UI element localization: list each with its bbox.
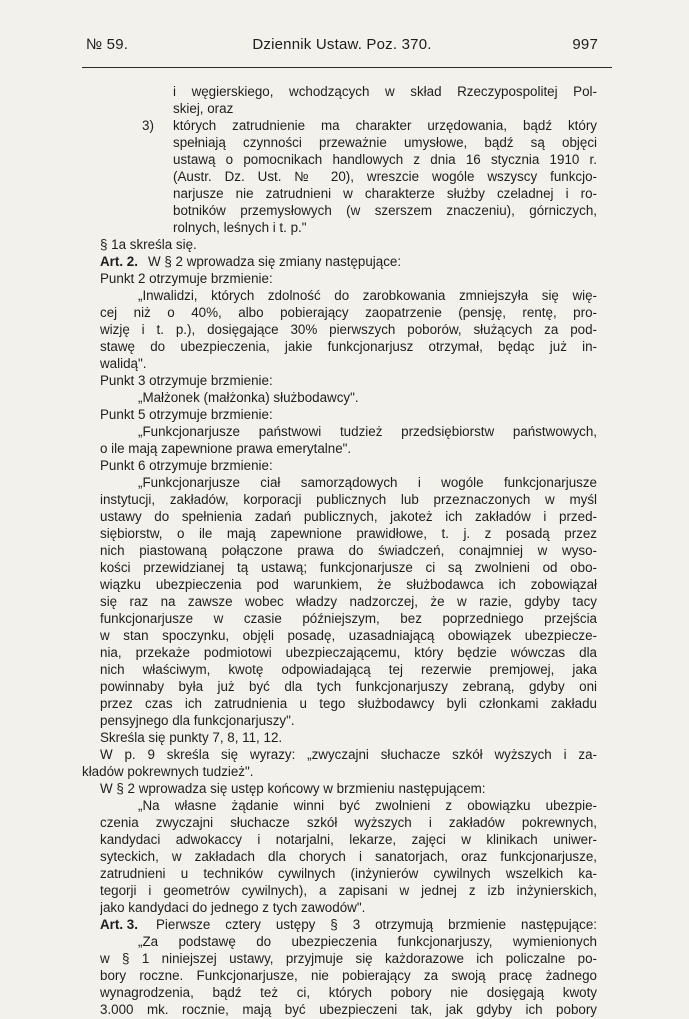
text-line: bory roczne. Funkcjonarjusze, nie pobierający za swoją pracę żadnego xyxy=(100,968,597,983)
text-line: funkcjonarjusze w czasie późniejszym, bez poprzedniego przejścia xyxy=(100,611,597,626)
text-line: powinnaby była już być dla tych funkcjonarjuszy zebraną, gdyby oni xyxy=(100,679,597,694)
text-line: których zatrudnienie ma charakter urzędowania, bądź który xyxy=(173,118,597,133)
text-line: walidą". xyxy=(100,356,147,371)
text-line: nich piastowaną połączone prawa do świadczeń, conajmniej w wyso- xyxy=(100,543,597,558)
issue-number: № 59. xyxy=(86,36,129,53)
text-line: Punkt 6 otrzymuje brzmienie: xyxy=(100,458,273,473)
text-line: „Funkcjonarjusze państwowi tudzież przedsiębiorstw państwowych, xyxy=(138,424,597,439)
text-line: „Małżonek (małżonka) służbodawcy". xyxy=(138,390,359,405)
text-line: nich właściwym, kwotę odpowiadającą tej rezerwie premjowej, jaka xyxy=(100,662,597,677)
text-line: spełniają czynności przeważnie umysłowe, bądź są objęci xyxy=(173,135,597,150)
text-line: Skreśla się punkty 7, 8, 11, 12. xyxy=(100,730,283,745)
text-line: ustawy do spełnienia zadań publicznych, jakoteż ich zakładów i przed- xyxy=(100,509,597,524)
text-line: tegorji i geometrów cywilnych), a zapisani w jednej z izb inżynierskich, xyxy=(100,883,597,898)
text-line: Punkt 2 otrzymuje brzmienie: xyxy=(100,271,273,286)
text-line: przez czas ich zatrudnienia u tego służbodawcy byli członkami zakładu xyxy=(100,696,597,711)
text-line: wizję i t. p.), dosięgające 30% pierwszych poborów, służących za pod- xyxy=(100,322,597,337)
text-line: Punkt 5 otrzymuje brzmienie: xyxy=(100,407,273,422)
text-line: W p. 9 skreśla się wyrazy: „zwyczajni słuchacze szkół wyższych i za- xyxy=(100,747,597,762)
text-line: wiązku ubezpieczenia pod warunkiem, że służbodawca ich zobowiązał xyxy=(100,577,597,592)
text-line: kładów pokrewnych tudzież". xyxy=(82,764,254,779)
text-line: 3.000 mk. rocznie, mają być ubezpieczeni tak, jak gdyby ich pobory xyxy=(100,1002,597,1017)
text-line: o ile mają zapewnione prawa emerytalne". xyxy=(100,441,352,456)
text-line: syteckich, w zakładach dla chorych i sanatorjach, oraz funkcjonarjusze, xyxy=(100,849,597,864)
text-line: „Za podstawę do ubezpieczenia funkcjonarjuszy, wymienionych xyxy=(138,934,597,949)
text-line: kości przewidzianej tą ustawą; funkcjonarjusze ci są zwolnieni od obo- xyxy=(100,560,597,575)
text-line: w stan spoczynku, objęli posadę, uzasadniającą obowiązek ubezpiecze- xyxy=(100,628,597,643)
text-line: kandydaci adwokaccy i notarjalni, lekarze, zajęci w klinikach uniwer- xyxy=(100,832,597,847)
text-line: rolnych, leśnych i t. p." xyxy=(173,220,307,235)
header-rule xyxy=(82,67,612,68)
text-line: zatrudnieni u techników cywilnych (inżynierów cywilnych wszelkich ka- xyxy=(100,866,597,881)
text-line: jako kandydaci do jednego z tych zawodów". xyxy=(100,900,366,915)
text-line: czenia zwyczajni słuchacze szkół wyższych i zakładów pokrewnych, xyxy=(100,815,597,830)
text-line: W § 2 wprowadza się zmiany następujące: xyxy=(148,254,402,269)
text-line: Punkt 3 otrzymuje brzmienie: xyxy=(100,373,273,388)
text-line: Pierwsze cztery ustępy § 3 otrzymują brzmienie następujące: xyxy=(156,917,597,932)
text-line: stawę do ubezpieczenia, jakie funkcjonarjusz otrzymał, będąc już in- xyxy=(100,339,597,354)
journal-title: Dziennik Ustaw. Poz. 370. xyxy=(252,36,432,53)
page-header xyxy=(86,36,598,60)
text-line: siębiorstw, o ile mają zapewnione prawidłowe, t. j. z posadą przez xyxy=(100,526,597,541)
text-line: botników przemysłowych (w szerszem znaczeniu), górniczych, xyxy=(173,203,597,218)
text-line: i węgierskiego, wchodzących w skład Rzeczypospolitej Pol- xyxy=(173,84,597,99)
text-line: „Funkcjonarjusze ciał samorządowych i wogóle funkcjonarjusze xyxy=(138,475,597,490)
text-line: „Na własne żądanie winni być zwolnieni z obowiązku ubezpie- xyxy=(138,798,597,813)
page-number: 997 xyxy=(572,36,598,53)
article-2-heading: Art. 2. xyxy=(100,254,138,269)
text-line: § 1a skreśla się. xyxy=(100,237,197,252)
text-line: cej niż o 40%, albo pobierający zaopatrzenie (pensję, rentę, pro- xyxy=(100,305,597,320)
text-line: pensyjnego dla funkcjonarjuszy". xyxy=(100,713,295,728)
text-line: się raz na zawsze wobec władzy nadzorczej, że w razie, gdyby tacy xyxy=(100,594,597,609)
text-line: wynagrodzenia, bądź też ci, których pobory nie dosięgają kwoty xyxy=(100,985,597,1000)
text-line: w § 1 niniejszej ustawy, przyjmuje się każdorazowe ich policzalne po- xyxy=(100,951,597,966)
text-line: instytucji, zakładów, korporacji publicznych lub przeznaczonych w myśl xyxy=(100,492,597,507)
text-line: „Inwalidzi, których zdolność do zarobkowania zmniejszyła się wię- xyxy=(138,288,597,303)
item-marker: 3) xyxy=(142,118,154,133)
text-line: nia, przekaże podmiotowi ubezpieczającemu, który będzie wówczas dla xyxy=(100,645,597,660)
text-line: W § 2 wprowadza się ustęp końcowy w brzmieniu następującem: xyxy=(100,781,486,796)
text-line: skiej, oraz xyxy=(173,101,234,116)
text-line: (Austr. Dz. Ust. № 20), wreszcie wogóle wszyscy funkcjo- xyxy=(173,169,597,184)
text-line: ustawą o pomocnikach handlowych z dnia 16 stycznia 1910 r. xyxy=(173,152,597,167)
article-3-heading: Art. 3. xyxy=(100,917,138,932)
text-line: narjusze nie zatrudnieni w charakterze służby czeladnej i ro- xyxy=(173,186,597,201)
